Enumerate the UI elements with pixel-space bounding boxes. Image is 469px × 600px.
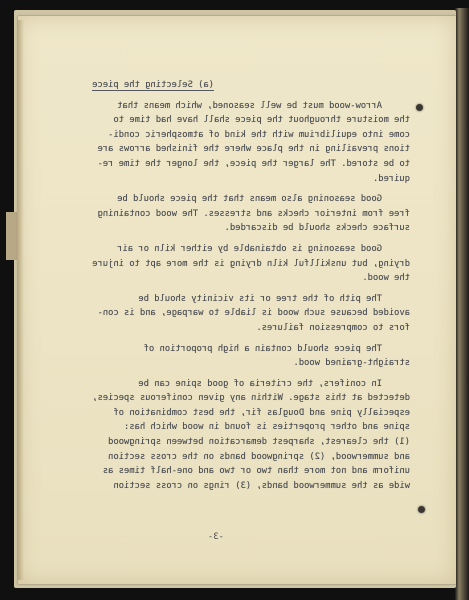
text-line: come into equilibrium with the kind of atmospheric condi- bbox=[108, 129, 410, 140]
text-line: tions prevailing in the place where the finished arrows are bbox=[97, 144, 410, 155]
text-line: In conifers, the criteria of good spine can be bbox=[138, 378, 382, 389]
text-line: and summerwood, (2) springwood bands on the cross section bbox=[108, 451, 410, 462]
text-line: surface checks should be discarded. bbox=[224, 223, 410, 234]
text-line: spine and other properties is found in wood which has: bbox=[124, 422, 410, 433]
binder-edge bbox=[455, 8, 469, 600]
text-line: (1) the clearest, sharpest demarcation between springwood bbox=[108, 437, 410, 448]
text-line: The pith of the tree or its vicinity should be bbox=[138, 293, 382, 304]
section-heading-text: (a) Selecting the piece bbox=[92, 80, 214, 90]
paragraph bbox=[34, 99, 410, 187]
text-line: Good seasoning is obtainable by either kiln or air bbox=[117, 243, 382, 254]
section-heading bbox=[34, 78, 214, 93]
paragraph bbox=[34, 242, 410, 286]
paragraph bbox=[34, 292, 410, 336]
text-line: drying, but unskillful kiln drying is the more apt to injure bbox=[92, 258, 410, 269]
text-line: especially pine and Douglas fir, the best combination of bbox=[113, 407, 410, 418]
text-line: wide as the summerwood bands, (3) rings on cross section bbox=[113, 480, 410, 491]
text-line: the wood. bbox=[362, 273, 410, 284]
text-line: quired. bbox=[372, 173, 410, 184]
text-line: uniform and not more than two or two and one-half times as bbox=[102, 466, 410, 477]
paragraph bbox=[34, 377, 410, 494]
text-line: detected at this stage. Within any given coniferous species, bbox=[92, 393, 410, 404]
text-line: the moisture throughout the piece shall have had time to bbox=[113, 115, 410, 126]
text-line: straight-grained wood. bbox=[293, 358, 410, 369]
text-line: avoided because such wood is liable to warpage, and is con- bbox=[97, 308, 410, 319]
page-number: -3- bbox=[208, 532, 224, 542]
punch-hole bbox=[416, 104, 423, 111]
paragraph bbox=[34, 192, 410, 236]
text-line: free from interior checks and stresses. The wood containing bbox=[97, 208, 410, 219]
text-line: fors to compression failures. bbox=[256, 322, 410, 333]
text-line: Arrow-wood must be well seasoned, which means that bbox=[117, 100, 382, 111]
text-line: The piece should contain a high proportion of bbox=[143, 343, 382, 354]
page-fold-shadow bbox=[18, 20, 24, 580]
text-line: Good seasoning also means that the piece should be bbox=[117, 194, 382, 205]
punch-hole bbox=[418, 506, 425, 513]
binder-tab bbox=[6, 212, 17, 260]
text-line: to be stored. The larger the piece, the longer the time re- bbox=[97, 158, 410, 169]
document-text bbox=[34, 78, 410, 499]
paragraph bbox=[34, 342, 410, 371]
